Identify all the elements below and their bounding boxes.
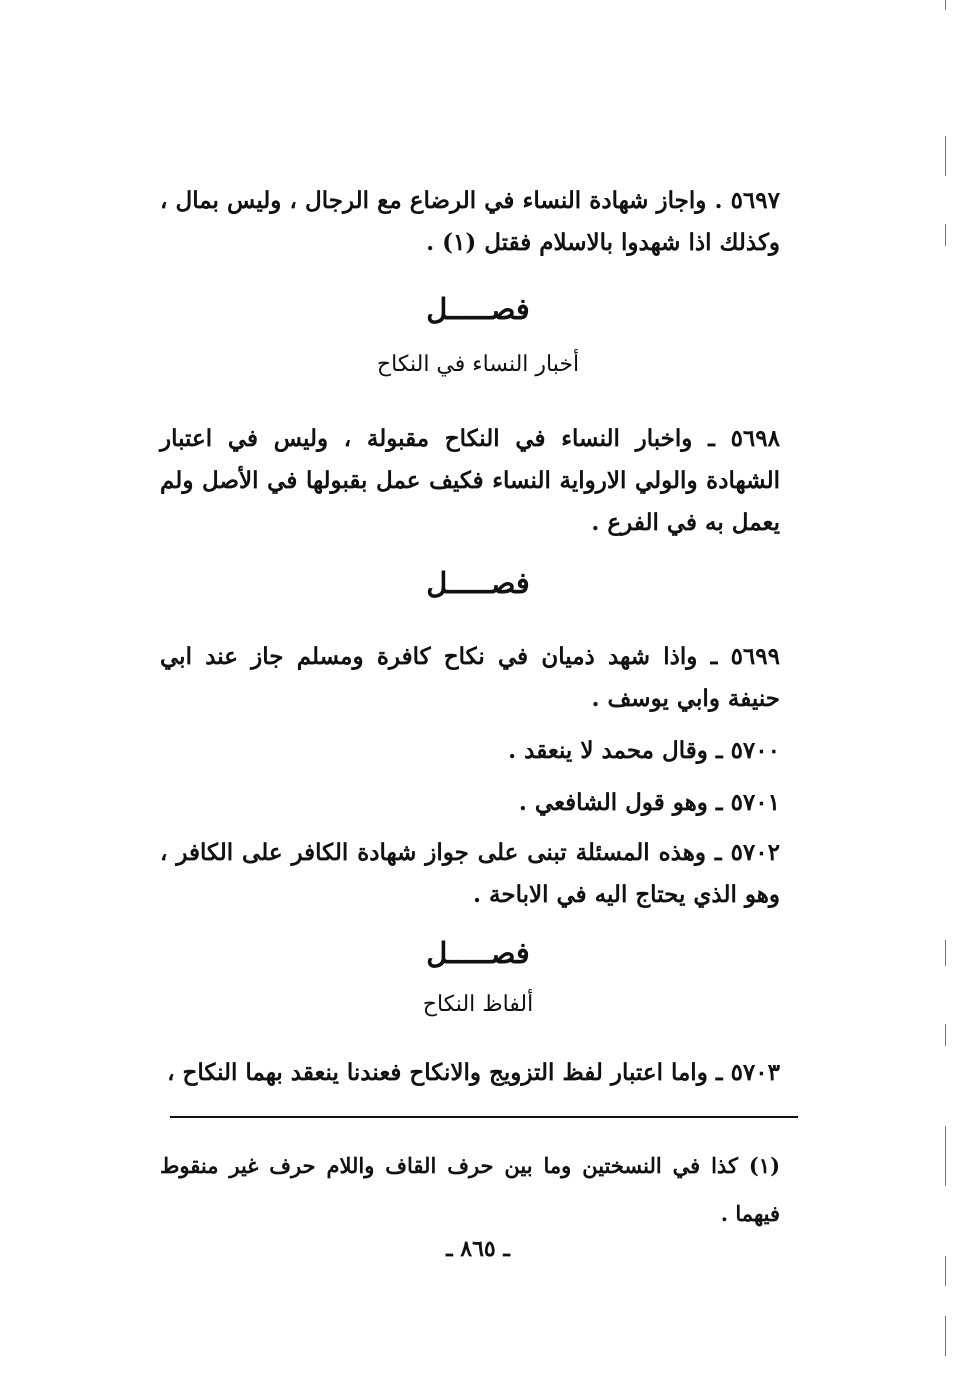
paragraph-number: ٥٧٠٢ [730,839,780,866]
paragraph-text: وهذه المسئلة تبنى على جواز شهادة الكافر على الكافر ، وهو الذي يحتاج اليه في الاباحة . [160,839,780,908]
paragraph-number: ٥٧٠٣ [730,1059,780,1086]
page-number: ـ ٨٦٥ ـ [446,1236,510,1262]
paragraph-5701: ٥٧٠١ ـ وهو قول الشافعي . [518,789,780,816]
paragraph-5699: ٥٦٩٩ ـ واذا شهد ذميان في نكاح كافرة ومسلم جاز عند ابي حنيفة وابي يوسف . [160,643,780,712]
paragraph-5700: ٥٧٠٠ ـ وقال محمد لا ينعقد . [508,737,780,764]
paragraph-5703: ٥٧٠٣ ـ واما اعتبار لفظ التزويج والانكاح فعندنا ينعقد بهما النكاح ، [167,1059,780,1086]
paragraph-number: ٥٧٠١ [730,789,780,816]
paragraph-number: ٥٦٩٧ [730,187,780,214]
paragraph-5698: ٥٦٩٨ ـ واخبار النساء في النكاح مقبولة ، وليس في اعتبار الشهادة والولي الارواية النساء فكيف عمل بقبولها في الأصل ولم يعمل به في الفرع . [160,425,780,536]
paragraph-text: واذا شهد ذميان في نكاح كافرة ومسلم جاز عند ابي حنيفة وابي يوسف . [160,643,780,712]
section-subheading-3: ألفاظ النكاح [422,992,534,1017]
paragraph-5702: ٥٧٠٢ ـ وهذه المسئلة تبنى على جواز شهادة الكافر على الكافر ، وهو الذي يحتاج اليه في الاباحة . [160,839,780,908]
paragraph-number: ٥٧٠٠ [730,737,780,764]
section-subheading-1: أخبار النساء في النكاح [376,352,580,377]
section-heading-1: فصـــــل [426,292,530,326]
paragraph-text: وهو قول الشافعي . [518,789,708,816]
paragraph-number: ٥٦٩٨ [730,425,780,452]
section-heading-3: فصـــــل [426,936,530,970]
footnote: (١) كذا في النسختين وما بين حرف القاف واللام حرف غير منقوط فيهما . [160,1153,780,1226]
section-heading-2: فصـــــل [426,566,530,600]
paragraph-text: وقال محمد لا ينعقد . [508,737,708,764]
paragraph-5697: ٥٦٩٧ . واجاز شهادة النساء في الرضاع مع الرجال ، وليس بمال ، وكذلك اذا شهدوا بالاسلام فقتل (١) . [160,187,780,256]
footnote-divider [170,1116,798,1118]
paragraph-text: واجاز شهادة النساء في الرضاع مع الرجال ، وليس بمال ، وكذلك اذا شهدوا بالاسلام فقتل (١) . [160,187,780,256]
scan-edge-marks [934,0,946,1377]
paragraph-text: واخبار النساء في النكاح مقبولة ، وليس في اعتبار الشهادة والولي الارواية النساء فكيف عمل بقبولها في الأصل ولم يعمل به في الفرع . [160,425,780,536]
paragraph-text: واما اعتبار لفظ التزويج والانكاح فعندنا ينعقد بهما النكاح ، [167,1059,708,1086]
paragraph-number: ٥٦٩٩ [730,643,780,670]
